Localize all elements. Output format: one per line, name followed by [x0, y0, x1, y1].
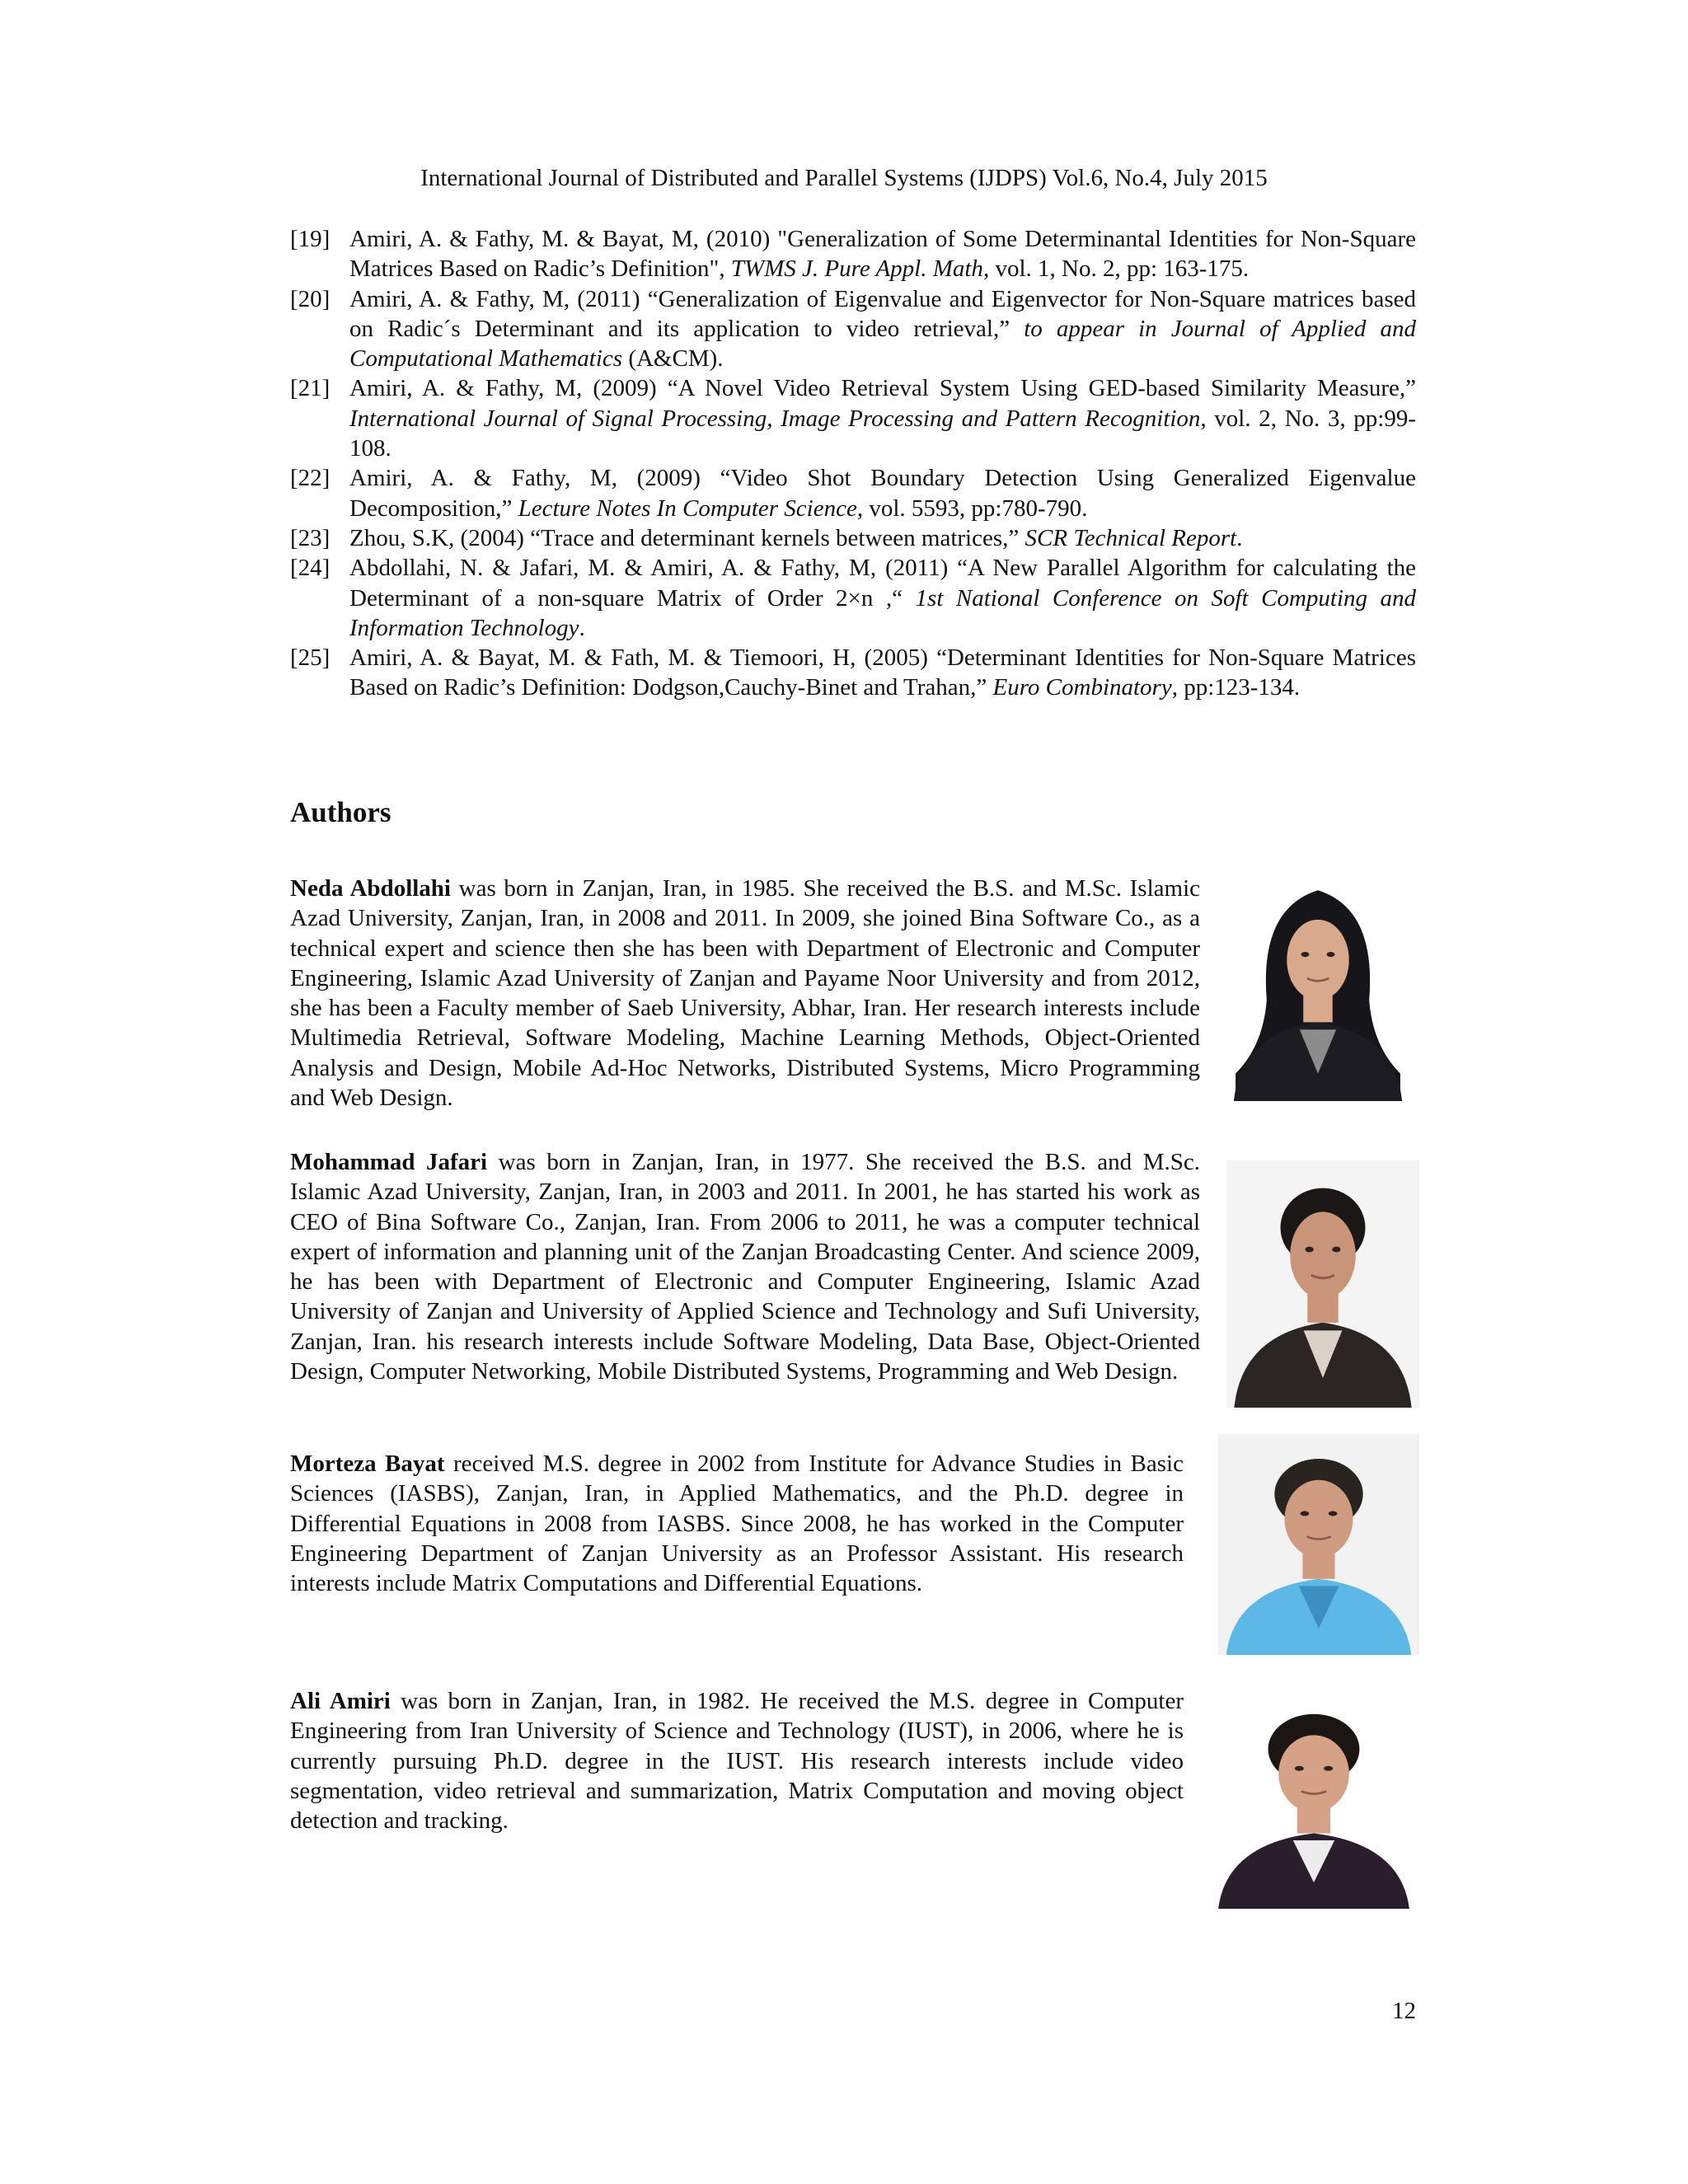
author-photo	[1226, 872, 1409, 1101]
page-number: 12	[1392, 1998, 1416, 2024]
reference-number: [19]	[290, 226, 331, 252]
face-shape	[1285, 1480, 1353, 1558]
author-bio: Neda Abdollahi was born in Zanjan, Iran, in 1985. She received the B.S. and M.Sc. Islamic Azad University, Zanjan, Iran, in 2008 and 2011. In 2009, she joined Bina Software Co., as a technical expert and science then she has been with Department of Electronic and Computer Engineering, Islamic Azad University of Zanjan and Payame Noor University and from 2012, she has been a Faculty member of Saeb University, Abhar, Iran. Her research interests include Multimedia Retrieval, Software Modeling, Machine Learning Methods, Object-Oriented Analysis and Design, Mobile Ad-Hoc Networks, Distributed Systems, Micro Programming and Web Design.	[290, 875, 1201, 1112]
reference-item	[290, 643, 1416, 703]
author-bio: Ali Amiri was born in Zanjan, Iran, in 1982. He received the M.S. degree in Computer Engineering from Iran University of Science and Technology (IUST), in 2006, where he is currently pursuing Ph.D. degree in the IUST. His research interests include video segmentation, video retrieval and summarization, Matrix Computation and moving object detection and tracking.	[290, 1688, 1184, 1835]
reference-text: Amiri, A. & Fathy, M, (2011) “Generalization of Eigenvalue and Eigenvector for Non-Square matrices based on Radic´s Determinant and its application to video retrieval,” to appear in Journal of Applied and Computational Mathematics (A&CM).	[349, 285, 1416, 373]
reference-venue: Lecture Notes In Computer Science	[518, 494, 857, 522]
reference-venue: SCR Technical Report	[1025, 524, 1237, 551]
reference-text: Amiri, A. & Fathy, M. & Bayat, M, (2010) "Generalization of Some Determinantal Identities for Non-Square Matrices Based on Radic’s Definition", TWMS J. Pure Appl. Math, vol. 1, No. 2, pp: 163-175.	[349, 226, 1416, 283]
author-photo	[1210, 1690, 1418, 1909]
reference-item	[290, 463, 1416, 523]
reference-text: Amiri, A. & Fathy, M, (2009) “A Novel Video Retrieval System Using GED-based Similarity Measure,” International Journal of Signal Processing, Image Processing and Pattern Recognition, vol. 2, No. 3, pp:99-108.	[349, 375, 1416, 462]
eye-shape	[1295, 1766, 1304, 1771]
author-name: Mohammad Jafari	[290, 1149, 488, 1175]
reference-number: [20]	[290, 285, 331, 312]
face-shape	[1278, 1735, 1349, 1812]
reference-venue: 1st National Conference on Soft Computing and Information Technology	[349, 584, 1417, 641]
face-shape	[1290, 1212, 1356, 1299]
reference-item	[290, 523, 1416, 553]
reference-number: [23]	[290, 524, 331, 551]
reference-item	[290, 284, 1416, 374]
reference-text: Amiri, A. & Fathy, M, (2009) “Video Shot Boundary Detection Using Generalized Eigenvalue Decomposition,” Lecture Notes In Computer Science, vol. 5593, pp:780-790.	[349, 465, 1416, 522]
reference-text: Zhou, S.K, (2004) “Trace and determinant kernels between matrices,” SCR Technical Report.	[349, 524, 1243, 551]
eye-shape	[1301, 1511, 1310, 1516]
author-photo	[1218, 1434, 1419, 1655]
author-name: Ali Amiri	[290, 1688, 391, 1714]
reference-venue: to appear in Journal of Applied and Computational Mathematics	[349, 315, 1416, 373]
author-photo	[1226, 1160, 1419, 1408]
eye-shape	[1327, 952, 1335, 957]
running-header: International Journal of Distributed and Parallel Systems (IJDPS) Vol.6, No.4, July 2015	[420, 165, 1268, 191]
reference-list	[290, 224, 1416, 703]
author-bio: Mohammad Jafari was born in Zanjan, Iran, in 1977. She received the B.S. and M.Sc. Islamic Azad University, Zanjan, Iran, in 2003 and 2011. In 2001, he has started his work as CEO of Bina Software Co., Zanjan, Iran. From 2006 to 2011, he was a computer technical expert of information and planning unit of the Zanjan Broadcasting Center. And science 2009, he has been with Department of Electronic and Computer Engineering, Islamic Azad University of Zanjan and University of Applied Science and Technology and Sufi University, Zanjan, Iran. his research interests include Software Modeling, Data Base, Object-Oriented Design, Computer Networking, Mobile Distributed Systems, Programming and Web Design.	[290, 1149, 1200, 1385]
author-name: Neda Abdollahi	[290, 875, 451, 902]
reference-item	[290, 553, 1416, 643]
reference-item	[290, 373, 1416, 463]
eye-shape	[1305, 1247, 1313, 1253]
author-name: Morteza Bayat	[290, 1451, 445, 1477]
reference-venue: Euro Combinatory	[992, 674, 1172, 701]
eye-shape	[1301, 952, 1310, 957]
reference-text: Amiri, A. & Bayat, M. & Fath, M. & Tiemoori, H, (2005) “Determinant Identities for Non-Square Matrices Based on Radic’s Definition: Dodgson,Cauchy-Binet and Trahan,” Euro Combinatory, pp:123-134.	[349, 644, 1416, 701]
reference-venue: TWMS J. Pure Appl. Math	[730, 255, 983, 283]
author-bio: Morteza Bayat received M.S. degree in 2002 from Institute for Advance Studies in Basic Sciences (IASBS), Zanjan, Iran, in Applied Mathematics, and the Ph.D. degree in Differential Equations in 2008 from IASBS. Since 2008, he has worked in the Computer Engineering Department of Zanjan University as an Professor Assistant. His research interests include Matrix Computations and Differential Equations.	[290, 1451, 1184, 1597]
eye-shape	[1324, 1766, 1333, 1771]
reference-item	[290, 224, 1416, 284]
reference-text: Abdollahi, N. & Jafari, M. & Amiri, A. & Fathy, M, (2011) “A New Parallel Algorithm for calculating the Determinant of a non-square Matrix of Order 2×n ,“ 1st National Conference on Soft Computing and Information Technology.	[349, 555, 1417, 641]
reference-venue: International Journal of Signal Processing, Image Processing and Pattern Recognition,	[349, 405, 1207, 432]
eye-shape	[1332, 1247, 1340, 1253]
eye-shape	[1329, 1511, 1338, 1516]
authors-heading: Authors	[290, 796, 392, 828]
reference-number: [24]	[290, 555, 331, 582]
reference-number: [22]	[290, 465, 331, 492]
reference-number: [21]	[290, 375, 331, 402]
reference-number: [25]	[290, 644, 331, 672]
face-shape	[1287, 920, 1348, 1001]
